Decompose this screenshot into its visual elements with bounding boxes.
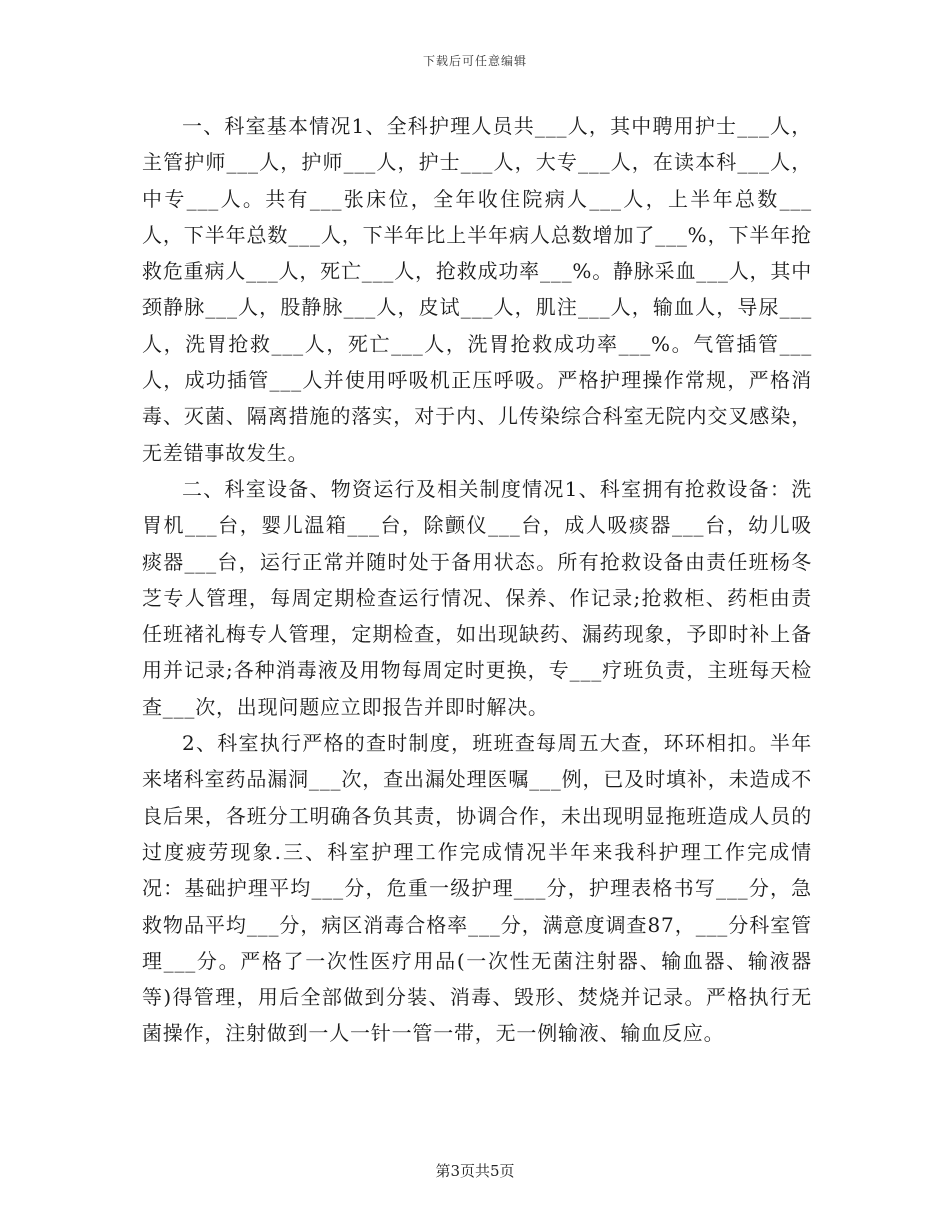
page-number: 第3页共5页 xyxy=(435,1162,515,1180)
paragraph-basic-situation: 一、科室基本情况1、全科护理人员共___人，其中聘用护士___人，主管护师___人，护师___人，护士___人，大专___人，在读本科___人，中专___人。共有___张床位，全年收住院病人___人，上半年总数___人，下半年总数___人，下半年比上半年病人总数增加了___%，下半年抢救危重病人___人，死亡___人，抢救成功率___%。静脉采血___人，其中颈静脉___人，股静脉___人，皮试___人，肌注___人，输血人，导尿___人，洗胃抢救___人，死亡___人，洗胃抢救成功率___%。气管插管___人，成功插管___人并使用呼吸机正压呼吸。严格护理操作常规，严格消毒、灭菌、隔离措施的落实，对于内、儿传染综合科室无院内交叉感染，无差错事故发生。 xyxy=(142,114,812,465)
page-header: 下载后可任意编辑 xyxy=(422,54,527,68)
document-body xyxy=(142,108,812,1052)
paragraph-equipment: 二、科室设备、物资运行及相关制度情况1、科室拥有抢救设备：洗胃机___台，婴儿温箱___台，除颤仪___台，成人吸痰器___台，幼儿吸痰器___台，运行正常并随时处于备用状态。所有抢救设备由责任班杨冬芝专人管理，每周定期检查运行情况、保养、作记录;抢救柜、药柜由责任班褚礼梅专人管理，定期检查，如出现缺药、漏药现象，予即时补上备用并记录;各种消毒液及用物每周定时更换，专___疗班负责，主班每天检查___次，出现问题应立即报告并即时解决。 xyxy=(142,476,812,719)
paragraph-inspection-system: 2、科室执行严格的查时制度，班班查每周五大查，环环相扣。半年来堵科室药品漏洞___次，查出漏处理医嘱___例，已及时填补，未造成不良后果，各班分工明确各负其责，协调合作，未出现明显拖班造成人员的过度疲劳现象.三、科室护理工作完成情况半年来我科护理工作完成情况：基础护理平均___分，危重一级护理___分，护理表格书写___分，急救物品平均___分，病区消毒合格率___分，满意度调查87，___分科室管理___分。严格了一次性医疗用品(一次性无菌注射器、输血器、输液器等)得管理，用后全部做到分装、消毒、毁形、焚烧并记录。严格执行无菌操作，注射做到一人一针一管一带，无一例输液、输血反应。 xyxy=(142,731,812,1046)
